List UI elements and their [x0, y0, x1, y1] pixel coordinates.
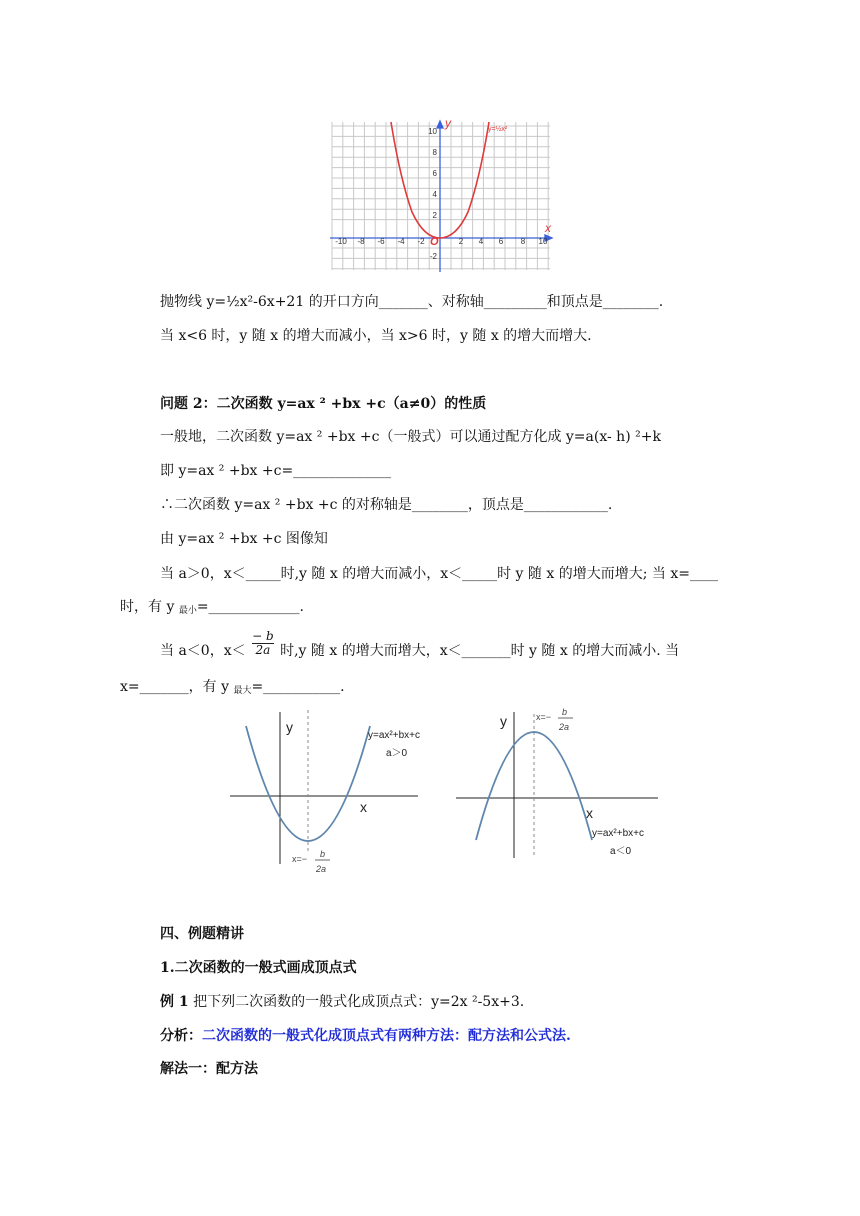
example-1-label: 例 1 [160, 994, 189, 1010]
equation-label: y=ax²+bx+c [368, 730, 420, 741]
y-tick: 10 [428, 127, 437, 136]
x-tick: -4 [397, 237, 405, 246]
origin-label: O [430, 236, 439, 248]
line-y-max [120, 677, 345, 701]
x-tick: 2 [458, 237, 464, 246]
line-increase-decrease: 当 x<6 时，y 随 x 的增大而减小，当 x>6 时，y 随 x 的增大而增大. [160, 328, 592, 344]
vertex-label: x=− [292, 854, 308, 864]
subsection-1-title: 1.二次函数的一般式画成顶点式 [160, 960, 357, 976]
y-tick: 6 [432, 169, 437, 178]
frac-numerator: − b [252, 628, 274, 643]
y-min-blank: =_____________. [196, 599, 305, 615]
x-tick: 4 [478, 237, 484, 246]
analysis-label: 分析： [160, 1028, 202, 1044]
frac-denominator: 2a [252, 643, 274, 657]
x-tick: 8 [520, 237, 526, 246]
condition-label: a＜0 [610, 846, 632, 857]
y-max-blank: =___________. [251, 679, 345, 695]
vertex-frac-den: 2a [559, 722, 570, 732]
condition-label: a＞0 [386, 748, 408, 759]
line-a-positive: 当 a＞0，x＜_____时,y 随 x 的增大而减小，x＜_____时 y 随 x 的增大而增大; 当 x=____ [160, 566, 718, 582]
example-1 [160, 992, 524, 1012]
y-max-prefix: x=_______，有 y [120, 679, 234, 695]
vertex-frac-den: 2a [316, 864, 327, 874]
curve-label: y=½x² [488, 126, 508, 133]
section-4-title: 四、例题精讲 [160, 926, 244, 942]
line-a-negative [160, 630, 679, 672]
y-tick: 4 [432, 190, 437, 199]
parabola-graph-figure [328, 118, 554, 274]
y-tick: -2 [429, 252, 437, 261]
x-tick: 6 [498, 237, 504, 246]
solution-1-title: 解法一：配方法 [160, 1061, 258, 1077]
analysis-line [160, 1026, 571, 1046]
vertex-frac-num: b [562, 707, 568, 717]
y-axis-letter: y [500, 713, 507, 729]
x-axis-letter: x [545, 221, 551, 235]
x-tick: -8 [357, 237, 365, 246]
x-tick: -10 [335, 237, 347, 246]
upward-parabola-figure [226, 706, 426, 882]
axes [330, 121, 552, 272]
y-min-prefix: 时，有 y [120, 599, 179, 615]
y-axis-letter: y [286, 719, 293, 735]
y-min-subscript: 最小 [178, 606, 197, 616]
x-axis-letter: x [586, 805, 593, 821]
grid [332, 122, 550, 270]
equation-label: y=ax²+bx+c [592, 828, 644, 839]
analysis-text: 二次函数的一般式化成顶点式有两种方法：配方法和公式法. [202, 1028, 571, 1044]
vertex-label: x=− [536, 712, 552, 722]
line-from-graph: 由 y=ax ² +bx +c 图像知 [160, 531, 328, 547]
x-tick: 10 [538, 237, 548, 246]
line-general-form: 一般地，二次函数 y=ax ² +bx +c（一般式）可以通过配方化成 y=a(x- h) ²+k [160, 429, 661, 445]
problem-2-title: 问题 2：二次函数 y=ax ² +bx +c（a≠0）的性质 [160, 396, 487, 412]
y-axis-letter: y [445, 118, 451, 130]
y-tick: 2 [432, 211, 437, 220]
a-negative-prefix: 当 a＜0，x＜ [160, 643, 246, 659]
example-1-text: 把下列二次函数的一般式化成顶点式：y=2x ²-5x+3. [188, 994, 525, 1010]
x-tick: -6 [377, 237, 385, 246]
line-parabola-question: 抛物线 y=½x²-6x+21 的开口方向_______、对称轴_________和顶点是________. [160, 294, 664, 310]
y-max-subscript: 最大 [233, 686, 252, 696]
line-completing-square: 即 y=ax ² +bx +c=______________ [160, 463, 392, 479]
downward-parabola-figure [452, 706, 666, 862]
a-negative-suffix: 时,y 随 x 的增大而增大，x＜_______时 y 随 x 的增大而减小. 当 [280, 643, 680, 659]
vertex-frac-num: b [320, 849, 326, 859]
x-axis-letter: x [360, 799, 367, 815]
x-tick: -2 [417, 237, 425, 246]
line-y-min [120, 597, 304, 621]
minus-b-over-2a [252, 630, 274, 657]
y-tick: 8 [432, 148, 437, 157]
line-axis-vertex: ∴二次函数 y=ax ² +bx +c 的对称轴是________，顶点是____________. [160, 497, 613, 513]
